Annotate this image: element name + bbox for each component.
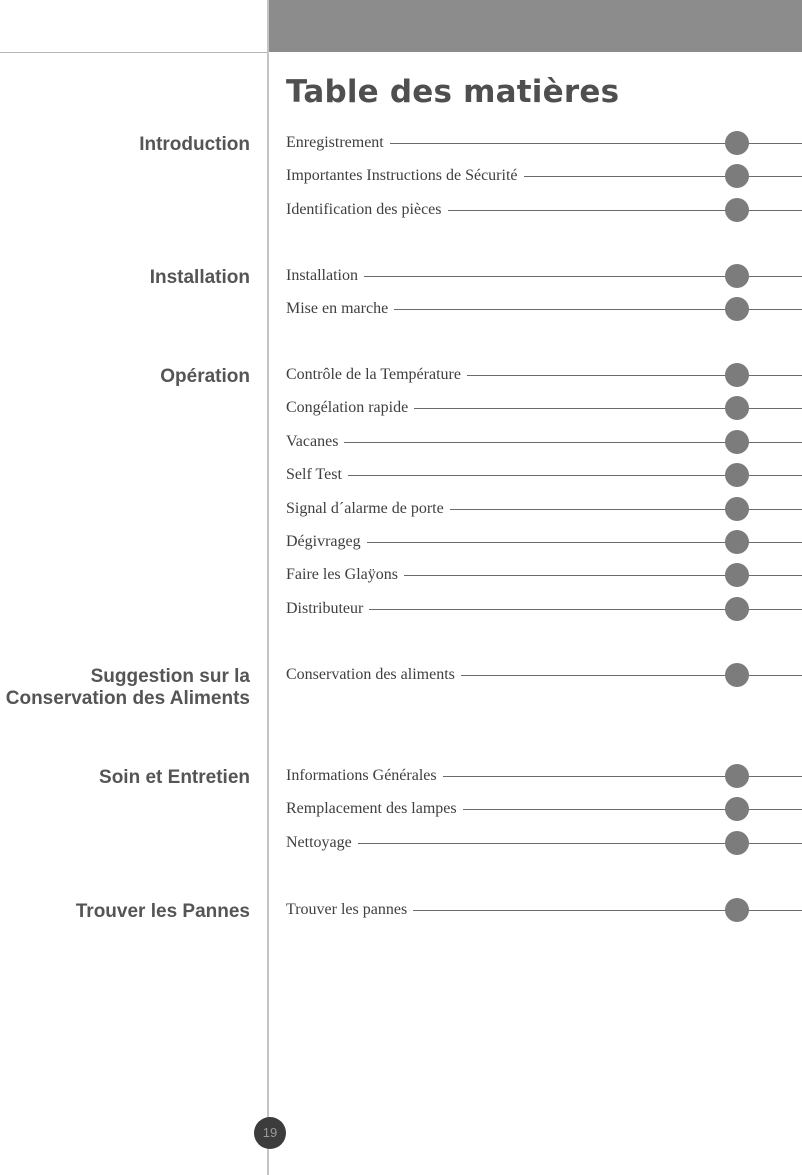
toc-entry-label: Dégivrageg — [286, 533, 367, 551]
top-rule — [0, 52, 268, 53]
page-marker-dot-icon — [725, 164, 749, 188]
toc-entry[interactable] — [286, 201, 802, 235]
toc-entry[interactable] — [286, 399, 802, 433]
toc-entry-label: Enregistrement — [286, 134, 390, 152]
toc-entry[interactable] — [286, 566, 802, 600]
page-marker-dot-icon — [725, 297, 749, 321]
toc-entry[interactable] — [286, 533, 802, 567]
toc-entry[interactable] — [286, 366, 802, 400]
page-marker-dot-icon — [725, 131, 749, 155]
page-marker-dot-icon — [725, 898, 749, 922]
page-marker-dot-icon — [725, 497, 749, 521]
page-marker-dot-icon — [725, 563, 749, 587]
page-marker-dot-icon — [725, 597, 749, 621]
toc-entry-label: Importantes Instructions de Sécurité — [286, 167, 524, 185]
page-marker-dot-icon — [725, 463, 749, 487]
page-number-badge: 19 — [254, 1117, 286, 1149]
page-marker-dot-icon — [725, 363, 749, 387]
page-marker-dot-icon — [725, 764, 749, 788]
page-marker-dot-icon — [725, 831, 749, 855]
toc-entry-label: Faire les Glaÿons — [286, 566, 404, 584]
toc-entry-label: Distributeur — [286, 600, 369, 618]
toc-entry-label: Vacanes — [286, 433, 344, 451]
toc-entry-label: Remplacement des lampes — [286, 800, 463, 818]
section-label: Soin et Entretien — [99, 767, 250, 788]
toc-entry[interactable] — [286, 600, 802, 634]
toc-entry[interactable] — [286, 466, 802, 500]
vertical-rule — [267, 0, 269, 1175]
toc-entry[interactable] — [286, 901, 802, 935]
toc-entry-label: Mise en marche — [286, 300, 394, 318]
toc-entry-label: Identification des pièces — [286, 201, 448, 219]
toc-entry-label: Informations Générales — [286, 767, 443, 785]
header-bar — [268, 0, 802, 52]
page-marker-dot-icon — [725, 530, 749, 554]
toc-entry[interactable] — [286, 800, 802, 834]
toc-entry[interactable] — [286, 167, 802, 201]
page-marker-dot-icon — [725, 198, 749, 222]
page-marker-dot-icon — [725, 264, 749, 288]
page-marker-dot-icon — [725, 797, 749, 821]
toc-entry[interactable] — [286, 134, 802, 168]
toc-entry-label: Contrôle de la Température — [286, 366, 467, 384]
section-label: Installation — [149, 267, 250, 288]
toc-entry-label: Installation — [286, 267, 364, 285]
page-title: Table des matières — [286, 74, 620, 110]
page-marker-dot-icon — [725, 430, 749, 454]
toc-entry-label: Congélation rapide — [286, 399, 414, 417]
toc-entry[interactable] — [286, 300, 802, 334]
section-label: Opération — [160, 366, 250, 387]
section-label: Suggestion sur la Conservation des Aliments — [5, 666, 250, 709]
toc-entry-label: Conservation des aliments — [286, 666, 461, 684]
toc-entry[interactable] — [286, 433, 802, 467]
toc-entry[interactable] — [286, 500, 802, 534]
toc-entry[interactable] — [286, 834, 802, 868]
section-label: Trouver les Pannes — [75, 901, 250, 922]
toc-entry-label: Signal d´alarme de porte — [286, 500, 450, 518]
toc-entry[interactable] — [286, 767, 802, 801]
page-marker-dot-icon — [725, 396, 749, 420]
section-label: Introduction — [139, 134, 250, 155]
page-marker-dot-icon — [725, 663, 749, 687]
toc-entry[interactable] — [286, 666, 802, 700]
toc-entry[interactable] — [286, 267, 802, 301]
toc-entry-label: Trouver les pannes — [286, 901, 413, 919]
toc-entry-label: Self Test — [286, 466, 348, 484]
toc-entry-label: Nettoyage — [286, 834, 358, 852]
